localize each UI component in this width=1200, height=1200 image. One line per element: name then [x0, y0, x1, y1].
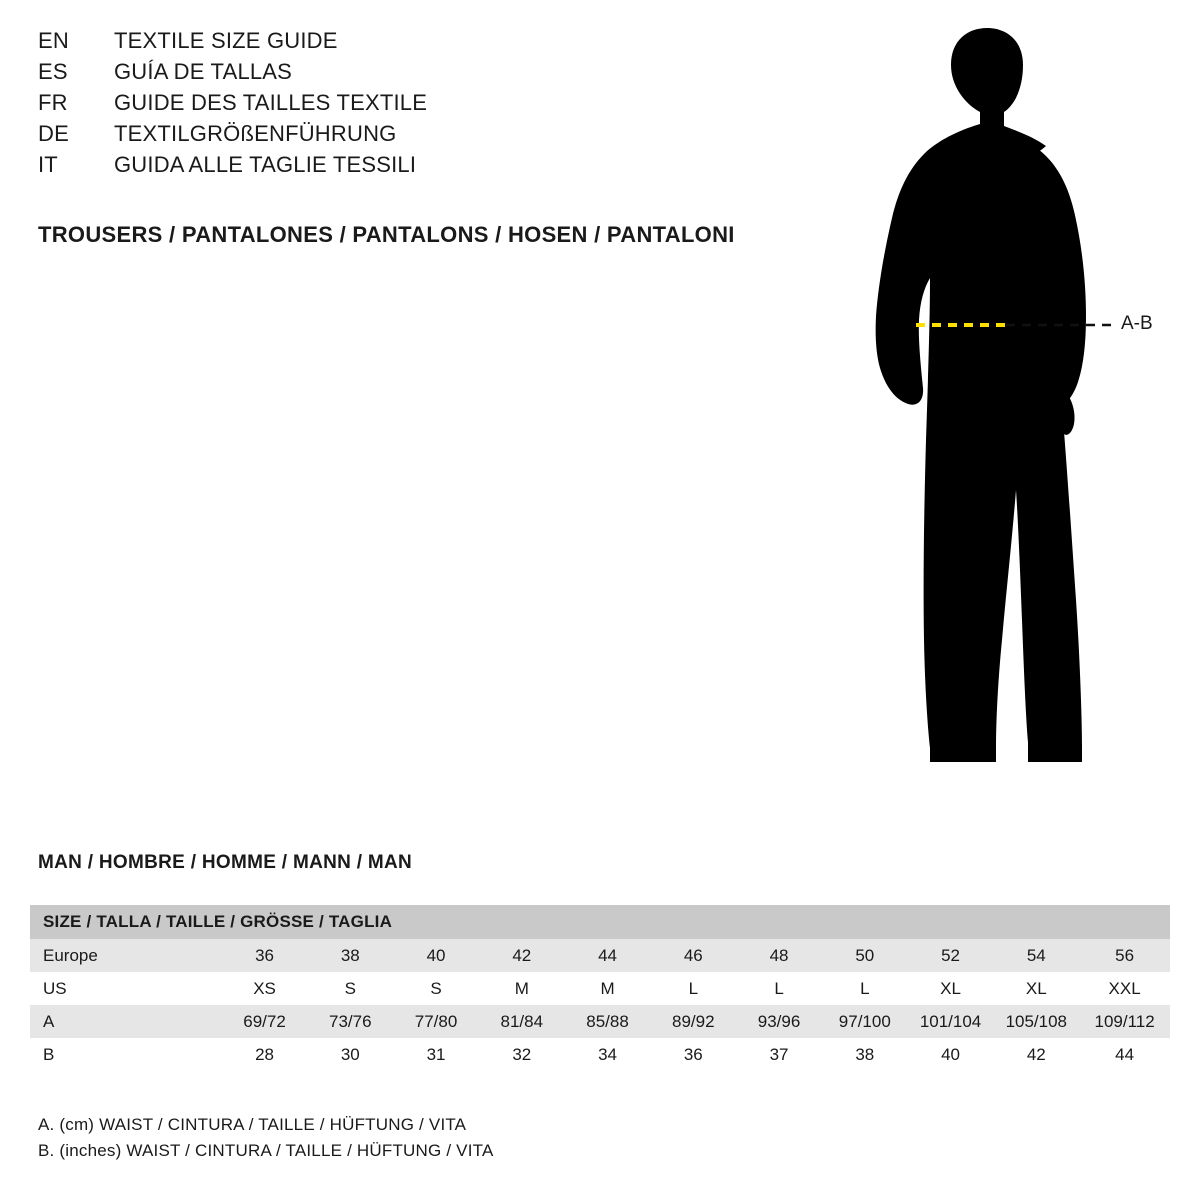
table-cell: 77/80 [393, 1005, 479, 1038]
row-label: B [30, 1038, 222, 1071]
table-cell: S [307, 972, 393, 1005]
language-code: DE [38, 121, 69, 146]
table-cell: 38 [822, 1038, 908, 1071]
table-cell: 85/88 [565, 1005, 651, 1038]
table-cell: 44 [565, 939, 651, 972]
language-text: GUIDE DES TAILLES TEXTILE [114, 90, 428, 115]
table-cell: 54 [993, 939, 1079, 972]
language-text: GUÍA DE TALLAS [114, 59, 293, 84]
table-cell: 40 [393, 939, 479, 972]
table-cell: 97/100 [822, 1005, 908, 1038]
table-cell: 32 [479, 1038, 565, 1071]
table-cell: 37 [736, 1038, 822, 1071]
section-title-man: MAN / HOMBRE / HOMME / MANN / MAN [38, 852, 413, 873]
measure-label-ab: A-B [1121, 313, 1153, 334]
table-cell: 81/84 [479, 1005, 565, 1038]
table-cell: L [822, 972, 908, 1005]
language-row [38, 121, 798, 152]
table-cell: 56 [1079, 939, 1170, 972]
table-cell: 89/92 [650, 1005, 736, 1038]
table-header-row [30, 905, 1170, 939]
row-label: Europe [30, 939, 222, 972]
language-row [38, 152, 798, 183]
table-cell: 105/108 [993, 1005, 1079, 1038]
language-list [38, 28, 798, 183]
table-cell: 36 [222, 939, 308, 972]
table-cell: 36 [650, 1038, 736, 1071]
table-cell: 109/112 [1079, 1005, 1170, 1038]
language-row [38, 28, 798, 59]
man-silhouette-icon [820, 20, 1180, 800]
table-cell: 42 [479, 939, 565, 972]
table-cell: 38 [307, 939, 393, 972]
language-code: EN [38, 28, 69, 53]
footnote-a: A. (cm) WAIST / CINTURA / TAILLE / HÜFTUNG / VITA [38, 1115, 467, 1134]
language-text: GUIDA ALLE TAGLIE TESSILI [114, 152, 417, 177]
table-cell: 31 [393, 1038, 479, 1071]
table-cell: 44 [1079, 1038, 1170, 1071]
row-label: A [30, 1005, 222, 1038]
table-cell: 69/72 [222, 1005, 308, 1038]
table-cell: S [393, 972, 479, 1005]
table-cell: 101/104 [908, 1005, 994, 1038]
table-cell: 30 [307, 1038, 393, 1071]
language-text: TEXTILE SIZE GUIDE [114, 28, 338, 53]
table-cell: L [736, 972, 822, 1005]
table-cell: 93/96 [736, 1005, 822, 1038]
table-cell: 48 [736, 939, 822, 972]
table-cell: L [650, 972, 736, 1005]
language-code: FR [38, 90, 68, 115]
footnote-b: B. (inches) WAIST / CINTURA / TAILLE / HÜFTUNG / VITA [38, 1141, 494, 1160]
table-row [30, 972, 1170, 1005]
table-cell: 34 [565, 1038, 651, 1071]
table-cell: 73/76 [307, 1005, 393, 1038]
table-cell: XXL [1079, 972, 1170, 1005]
table-cell: XL [993, 972, 1079, 1005]
table-cell: M [565, 972, 651, 1005]
size-table-wrap [30, 905, 1170, 1071]
table-header-cell: SIZE / TALLA / TAILLE / GRÖSSE / TAGLIA [30, 905, 1170, 939]
language-code: ES [38, 59, 68, 84]
body-silhouette-figure [820, 20, 1180, 800]
language-text: TEXTILGRÖßENFÜHRUNG [114, 121, 397, 146]
table-cell: 42 [993, 1038, 1079, 1071]
size-table [30, 905, 1170, 1071]
table-cell: XL [908, 972, 994, 1005]
footnotes [38, 1112, 494, 1164]
table-cell: 50 [822, 939, 908, 972]
table-row [30, 1038, 1170, 1071]
table-cell: 46 [650, 939, 736, 972]
table-cell: XS [222, 972, 308, 1005]
table-cell: 52 [908, 939, 994, 972]
row-label: US [30, 972, 222, 1005]
garment-title: TROUSERS / PANTALONES / PANTALONS / HOSEN / PANTALONI [38, 222, 735, 247]
language-code: IT [38, 152, 58, 177]
table-row [30, 939, 1170, 972]
table-row [30, 1005, 1170, 1038]
table-cell: 28 [222, 1038, 308, 1071]
language-row [38, 59, 798, 90]
table-cell: 40 [908, 1038, 994, 1071]
language-row [38, 90, 798, 121]
table-cell: M [479, 972, 565, 1005]
